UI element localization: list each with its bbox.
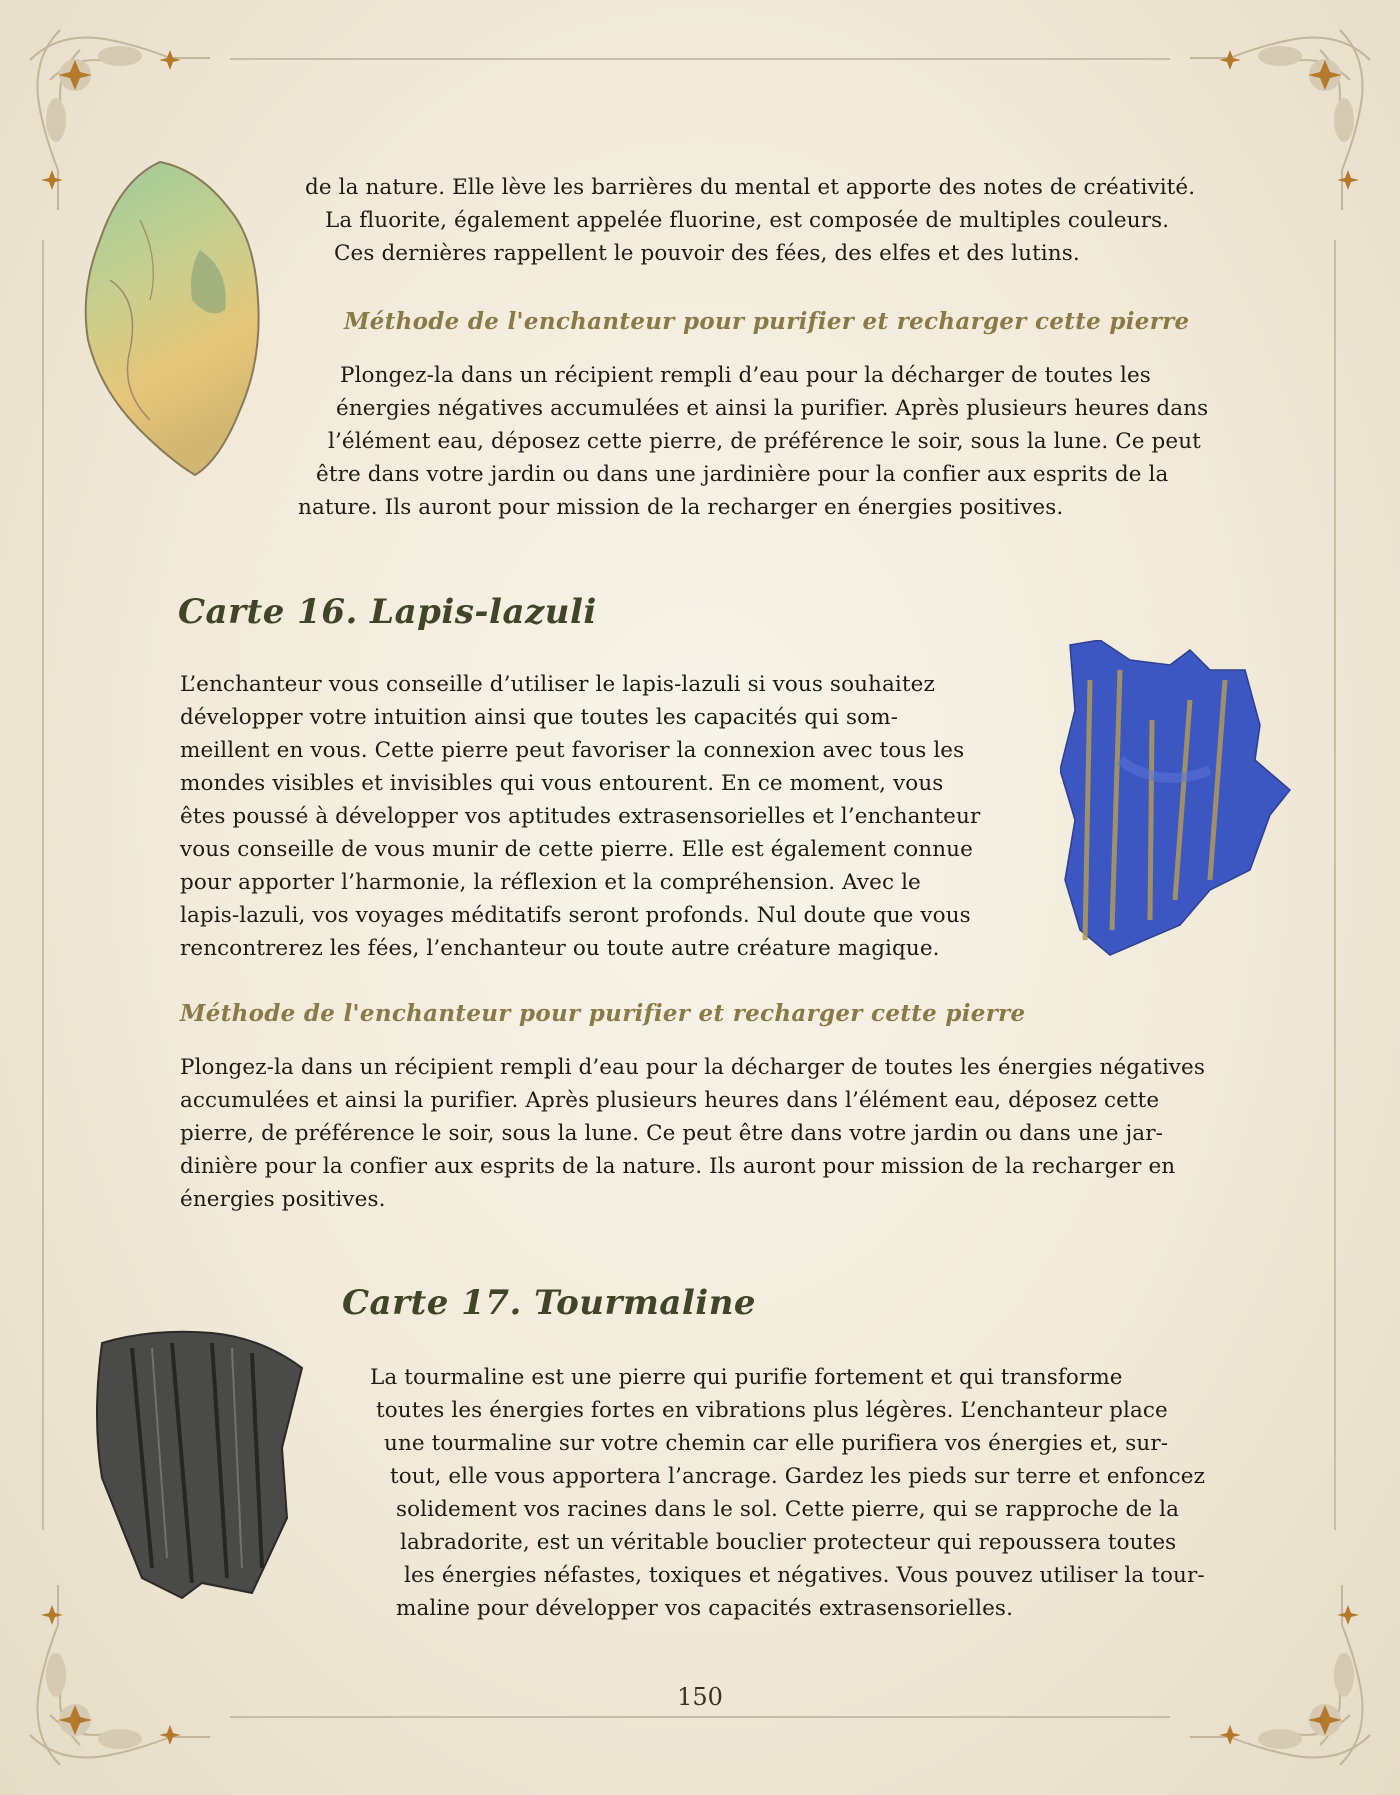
- text-line: les énergies néfastes, toxiques et négatives. Vous pouvez utiliser la tour-: [404, 1563, 1205, 1588]
- page-number: 150: [677, 1683, 723, 1711]
- card-17-title: Carte 17. Tourmaline: [342, 1283, 757, 1323]
- card-16-method-paragraph: [180, 1051, 1220, 1216]
- card-16-title: Carte 16. Lapis-lazuli: [178, 592, 597, 632]
- text-line: toutes les énergies fortes en vibrations plus légères. L’enchanteur place: [376, 1398, 1168, 1423]
- fluorite-stone-icon: [80, 160, 280, 480]
- text-line: pierre, de préférence le soir, sous la lune. Ce peut être dans votre jardin ou dans une jar-: [180, 1121, 1163, 1146]
- text-line: dinière pour la confier aux esprits de la nature. Ils auront pour mission de la recharger en: [180, 1154, 1176, 1179]
- frame-bottom-line: [230, 1716, 1170, 1718]
- text-line: solidement vos racines dans le sol. Cette pierre, qui se rapproche de la: [396, 1497, 1180, 1522]
- text-line: rencontrerez les fées, l’enchanteur ou toute autre créature magique.: [180, 936, 940, 961]
- frame-left-line: [42, 240, 44, 1530]
- text-line: énergies négatives accumulées et ainsi la purifier. Après plusieurs heures dans: [336, 396, 1209, 421]
- text-line: mondes visibles et invisibles qui vous entourent. En ce moment, vous: [180, 771, 944, 796]
- text-line: être dans votre jardin ou dans une jardinière pour la confier aux esprits de la: [316, 462, 1169, 487]
- text-line: accumulées et ainsi la purifier. Après plusieurs heures dans l’élément eau, déposez cette: [180, 1088, 1160, 1113]
- text-line: vous conseille de vous munir de cette pierre. Elle est également connue: [180, 837, 973, 862]
- fluorite-method-paragraph: [298, 359, 1223, 524]
- text-line: labradorite, est un véritable bouclier protecteur qui repoussera toutes: [400, 1530, 1177, 1555]
- text-line: développer votre intuition ainsi que toutes les capacités qui som-: [180, 705, 899, 730]
- lapis-lazuli-stone-icon: [1060, 640, 1300, 960]
- fluorite-method-heading: Méthode de l'enchanteur pour purifier et recharger cette pierre: [344, 308, 1190, 335]
- text-line: Ces dernières rappellent le pouvoir des fées, des elfes et des lutins.: [334, 241, 1080, 266]
- card-16-paragraph: [180, 668, 995, 965]
- frame-right-line: [1334, 240, 1336, 1530]
- text-line: La fluorite, également appelée fluorine, est composée de multiples couleurs.: [325, 208, 1170, 233]
- text-line: tout, elle vous apportera l’ancrage. Gardez les pieds sur terre et enfoncez: [390, 1464, 1206, 1489]
- text-line: Plongez-la dans un récipient rempli d’eau pour la décharger de toutes les: [340, 363, 1151, 388]
- card-17-paragraph: [370, 1361, 1230, 1625]
- text-line: de la nature. Elle lève les barrières du mental et apporte des notes de créativité.: [305, 175, 1196, 200]
- intro-paragraph: [300, 171, 1220, 270]
- text-line: êtes poussé à développer vos aptitudes extrasensorielles et l’enchanteur: [180, 804, 981, 829]
- text-line: Plongez-la dans un récipient rempli d’eau pour la décharger de toutes les énergies négatives: [180, 1055, 1206, 1080]
- tourmaline-stone-icon: [92, 1328, 332, 1608]
- text-line: meillent en vous. Cette pierre peut favoriser la connexion avec tous les: [180, 738, 965, 763]
- text-line: La tourmaline est une pierre qui purifie fortement et qui transforme: [370, 1365, 1123, 1390]
- text-line: L’enchanteur vous conseille d’utiliser le lapis-lazuli si vous souhaitez: [180, 672, 935, 697]
- card-16-method-heading: Méthode de l'enchanteur pour purifier et recharger cette pierre: [180, 1000, 1026, 1027]
- frame-top-line: [230, 58, 1170, 60]
- text-line: nature. Ils auront pour mission de la recharger en énergies positives.: [298, 495, 1064, 520]
- text-line: maline pour développer vos capacités extrasensorielles.: [396, 1596, 1014, 1621]
- text-line: l’élément eau, déposez cette pierre, de préférence le soir, sous la lune. Ce peut: [328, 429, 1201, 454]
- text-line: énergies positives.: [180, 1187, 386, 1212]
- text-line: une tourmaline sur votre chemin car elle purifiera vos énergies et, sur-: [384, 1431, 1169, 1456]
- text-line: pour apporter l’harmonie, la réflexion et la compréhension. Avec le: [180, 870, 921, 895]
- text-line: lapis-lazuli, vos voyages méditatifs seront profonds. Nul doute que vous: [180, 903, 971, 928]
